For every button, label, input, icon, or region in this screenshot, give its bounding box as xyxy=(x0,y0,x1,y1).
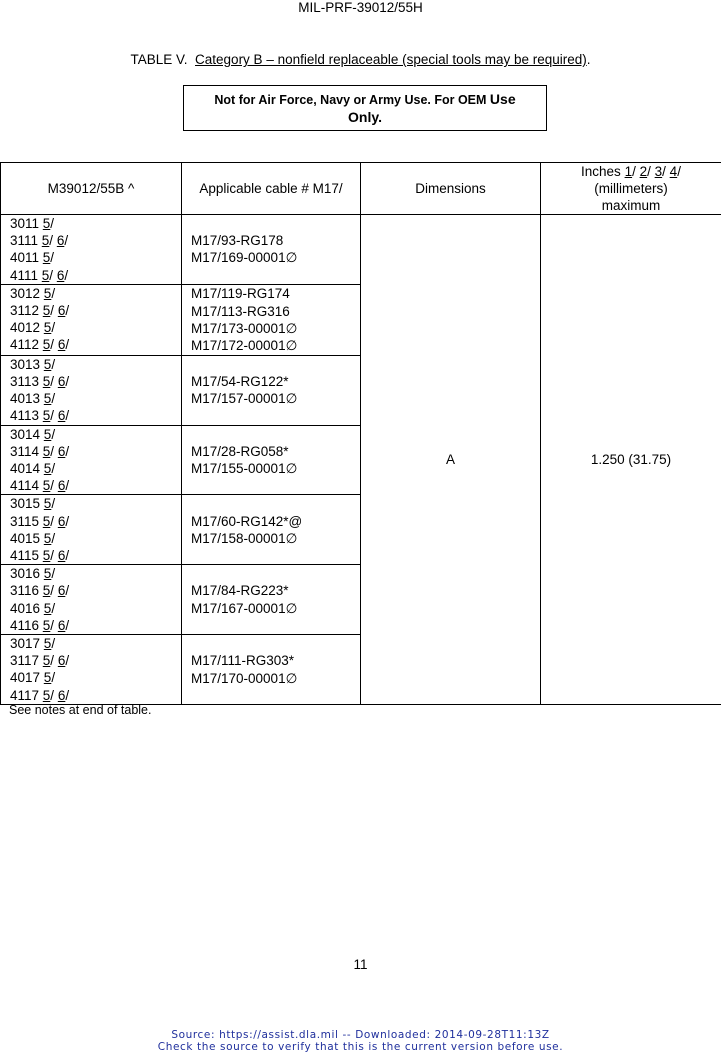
part-number-value: 4111 xyxy=(10,267,42,283)
header-applicable-cable: Applicable cable # M17/ xyxy=(182,163,361,215)
header-inches-prefix: Inches xyxy=(581,164,621,179)
cable-number: M17/173-00001∅ xyxy=(191,320,298,336)
note-ref: 6 xyxy=(57,687,66,703)
source-banner xyxy=(0,1029,721,1053)
part-number-value: 4117 xyxy=(10,687,43,703)
part-number-value: 4113 xyxy=(10,408,43,424)
part-number: 4117 5/ 6/ xyxy=(10,687,70,703)
part-number: 3117 5/ 6/ xyxy=(10,653,70,669)
header-inches-unit: (millimeters) xyxy=(594,181,668,196)
header-inches-notes: 1/ 2/ 3/ 4/ xyxy=(624,164,681,179)
part-number-value: 3012 xyxy=(10,285,44,301)
part-number-value: 4116 xyxy=(10,617,43,633)
cable-number: M17/170-00001∅ xyxy=(191,670,298,686)
table-caption xyxy=(0,51,721,68)
part-number: 3013 5/ xyxy=(10,356,56,372)
cable-cell xyxy=(182,215,361,285)
part-number-value: 4012 xyxy=(10,320,44,336)
table-footnote: See notes at end of table. xyxy=(9,703,152,717)
part-number-value: 4114 xyxy=(10,478,43,494)
part-number-cell xyxy=(1,565,182,635)
cable-number: M17/113-RG316 xyxy=(191,303,290,319)
note-ref: 5 xyxy=(43,320,52,336)
spec-table xyxy=(0,162,721,705)
part-number-value: 3015 xyxy=(10,496,44,512)
note-ref: 6 xyxy=(56,267,65,283)
usage-notice-box xyxy=(183,85,547,131)
note-ref: 5 xyxy=(41,267,50,283)
part-number-value: 3016 xyxy=(10,566,44,582)
part-number: 3115 5/ 6/ xyxy=(10,513,70,529)
part-number: 4014 5/ xyxy=(10,461,56,477)
note-ref: 4 xyxy=(669,164,678,179)
part-number-value: 3113 xyxy=(10,374,43,390)
note-ref: 5 xyxy=(43,356,52,372)
part-number: 4013 5/ xyxy=(10,391,56,407)
part-number: 3116 5/ 6/ xyxy=(10,583,70,599)
note-ref: 5 xyxy=(43,600,52,616)
page-number: 11 xyxy=(353,957,368,972)
part-number: 3012 5/ xyxy=(10,285,56,301)
note-ref: 5 xyxy=(43,426,52,442)
note-ref: 5 xyxy=(42,250,51,266)
note-ref: 6 xyxy=(57,513,66,529)
part-number: 3017 5/ xyxy=(10,636,56,652)
cable-cell xyxy=(182,495,361,565)
part-number-value: 4112 xyxy=(10,337,43,353)
note-ref: 5 xyxy=(43,566,52,582)
part-number: 4114 5/ 6/ xyxy=(10,478,70,494)
note-ref: 5 xyxy=(43,636,52,652)
inches-cell xyxy=(541,215,721,705)
header-inches-limit: maximum xyxy=(601,198,661,213)
inches-value: 1.250 (31.75) xyxy=(590,451,672,467)
note-ref: 5 xyxy=(42,337,51,353)
part-number: 4011 5/ xyxy=(10,250,55,266)
note-ref: 2 xyxy=(639,164,648,179)
note-ref: 5 xyxy=(42,687,51,703)
cable-number: M17/54-RG122* xyxy=(191,374,289,390)
table-caption-title: Category B – nonfield replaceable (special tools may be required) xyxy=(195,52,587,67)
usage-notice-line2: Only. xyxy=(348,109,382,125)
cable-number: M17/28-RG058* xyxy=(191,443,289,459)
header-dimensions: Dimensions xyxy=(361,163,541,215)
note-ref: 6 xyxy=(57,408,66,424)
part-number-value: 3114 xyxy=(10,443,43,459)
part-number: 4017 5/ xyxy=(10,670,56,686)
cable-number: M17/155-00001∅ xyxy=(191,461,298,477)
note-ref: 5 xyxy=(42,583,51,599)
cable-number: M17/93-RG178 xyxy=(191,233,284,249)
note-ref: 1 xyxy=(624,164,633,179)
note-ref: 5 xyxy=(42,443,51,459)
part-number-value: 4011 xyxy=(10,250,43,266)
cable-number: M17/172-00001∅ xyxy=(191,338,298,354)
part-number-cell xyxy=(1,215,182,285)
cable-number: M17/84-RG223* xyxy=(191,583,289,599)
note-ref: 5 xyxy=(41,233,50,249)
part-number: 4112 5/ 6/ xyxy=(10,337,70,353)
cable-number: M17/60-RG142*@ xyxy=(191,513,303,529)
part-number-value: 4013 xyxy=(10,391,44,407)
part-number-value: 3013 xyxy=(10,356,44,372)
note-ref: 5 xyxy=(42,374,51,390)
cable-number: M17/119-RG174 xyxy=(191,286,290,302)
part-number: 4012 5/ xyxy=(10,320,56,336)
note-ref: 5 xyxy=(43,496,52,512)
note-ref: 5 xyxy=(42,216,51,231)
note-ref: 5 xyxy=(43,461,52,477)
header-part-number: M39012/55B ^ xyxy=(1,163,182,215)
spec-table-body xyxy=(1,215,721,705)
cable-number: M17/157-00001∅ xyxy=(191,391,298,407)
note-ref: 5 xyxy=(42,478,51,494)
part-number: 4015 5/ xyxy=(10,530,56,546)
cable-cell xyxy=(182,284,361,355)
note-ref: 5 xyxy=(42,653,51,669)
part-number-value: 3112 xyxy=(10,303,43,319)
note-ref: 5 xyxy=(42,617,51,633)
part-number-cell xyxy=(1,425,182,495)
note-ref: 5 xyxy=(43,670,52,686)
part-number-cell xyxy=(1,495,182,565)
dimension-value: A xyxy=(445,451,455,467)
table-caption-end: . xyxy=(586,52,591,67)
cable-number: M17/158-00001∅ xyxy=(191,530,298,546)
part-number: 3011 5/ xyxy=(10,216,55,231)
cable-number: M17/167-00001∅ xyxy=(191,600,298,616)
part-number-value: 4115 xyxy=(10,548,43,564)
source-line: Source: https://assist.dla.mil -- Downloaded: 2014-09-28T11:13Z xyxy=(171,1029,550,1041)
note-ref: 5 xyxy=(43,530,52,546)
part-number-value: 3011 xyxy=(10,216,43,231)
note-ref: 5 xyxy=(42,513,51,529)
note-ref: 6 xyxy=(57,303,66,319)
part-number-value: 4017 xyxy=(10,670,44,686)
part-number-value: 4015 xyxy=(10,530,44,546)
part-number: 3112 5/ 6/ xyxy=(10,303,70,319)
usage-notice-line1: Not for Air Force, Navy or Army Use. For OEM xyxy=(214,93,490,107)
note-ref: 5 xyxy=(43,285,52,301)
part-number-cell xyxy=(1,355,182,425)
part-number-value: 4016 xyxy=(10,600,44,616)
note-ref: 5 xyxy=(42,408,51,424)
usage-notice-line1-end: Use xyxy=(489,91,516,107)
part-number-cell xyxy=(1,635,182,705)
part-number: 4113 5/ 6/ xyxy=(10,408,70,424)
source-verify-line: Check the source to verify that this is the current version before use. xyxy=(157,1041,564,1053)
part-number-value: 3115 xyxy=(10,513,43,529)
part-number: 4016 5/ xyxy=(10,600,56,616)
part-number: 4111 5/ 6/ xyxy=(10,267,69,283)
cable-cell xyxy=(182,635,361,705)
part-number-cell xyxy=(1,284,182,355)
note-ref: 6 xyxy=(57,548,66,564)
note-ref: 5 xyxy=(43,391,52,407)
dimension-cell xyxy=(361,215,541,705)
note-ref: 6 xyxy=(56,233,65,249)
document-number: MIL-PRF-39012/55H xyxy=(298,0,423,15)
part-number: 3113 5/ 6/ xyxy=(10,374,70,390)
table-caption-prefix: TABLE V. xyxy=(130,52,188,67)
part-number: 4115 5/ 6/ xyxy=(10,548,70,564)
note-ref: 6 xyxy=(57,478,66,494)
part-number: 4116 5/ 6/ xyxy=(10,617,70,633)
part-number-value: 3017 xyxy=(10,636,44,652)
note-ref: 3 xyxy=(654,164,663,179)
cable-cell xyxy=(182,565,361,635)
part-number: 3015 5/ xyxy=(10,496,56,512)
table-header-row xyxy=(1,163,721,215)
part-number: 3016 5/ xyxy=(10,566,56,582)
part-number-value: 3117 xyxy=(10,653,43,669)
part-number: 3111 5/ 6/ xyxy=(10,233,69,249)
part-number-value: 4014 xyxy=(10,461,44,477)
note-ref: 6 xyxy=(57,583,66,599)
cable-number: M17/111-RG303* xyxy=(191,653,295,669)
cable-cell xyxy=(182,425,361,495)
note-ref: 5 xyxy=(42,548,51,564)
cable-number: M17/169-00001∅ xyxy=(191,250,298,266)
part-number-value: 3111 xyxy=(10,233,42,249)
header-inches xyxy=(541,163,721,215)
part-number: 3114 5/ 6/ xyxy=(10,443,70,459)
table-row xyxy=(1,215,721,285)
part-number: 3014 5/ xyxy=(10,426,56,442)
note-ref: 6 xyxy=(57,617,66,633)
cable-cell xyxy=(182,355,361,425)
note-ref: 6 xyxy=(57,337,66,353)
note-ref: 6 xyxy=(57,443,66,459)
part-number-value: 3116 xyxy=(10,583,43,599)
note-ref: 6 xyxy=(57,374,66,390)
note-ref: 5 xyxy=(42,303,51,319)
part-number-value: 3014 xyxy=(10,426,44,442)
note-ref: 6 xyxy=(57,653,66,669)
